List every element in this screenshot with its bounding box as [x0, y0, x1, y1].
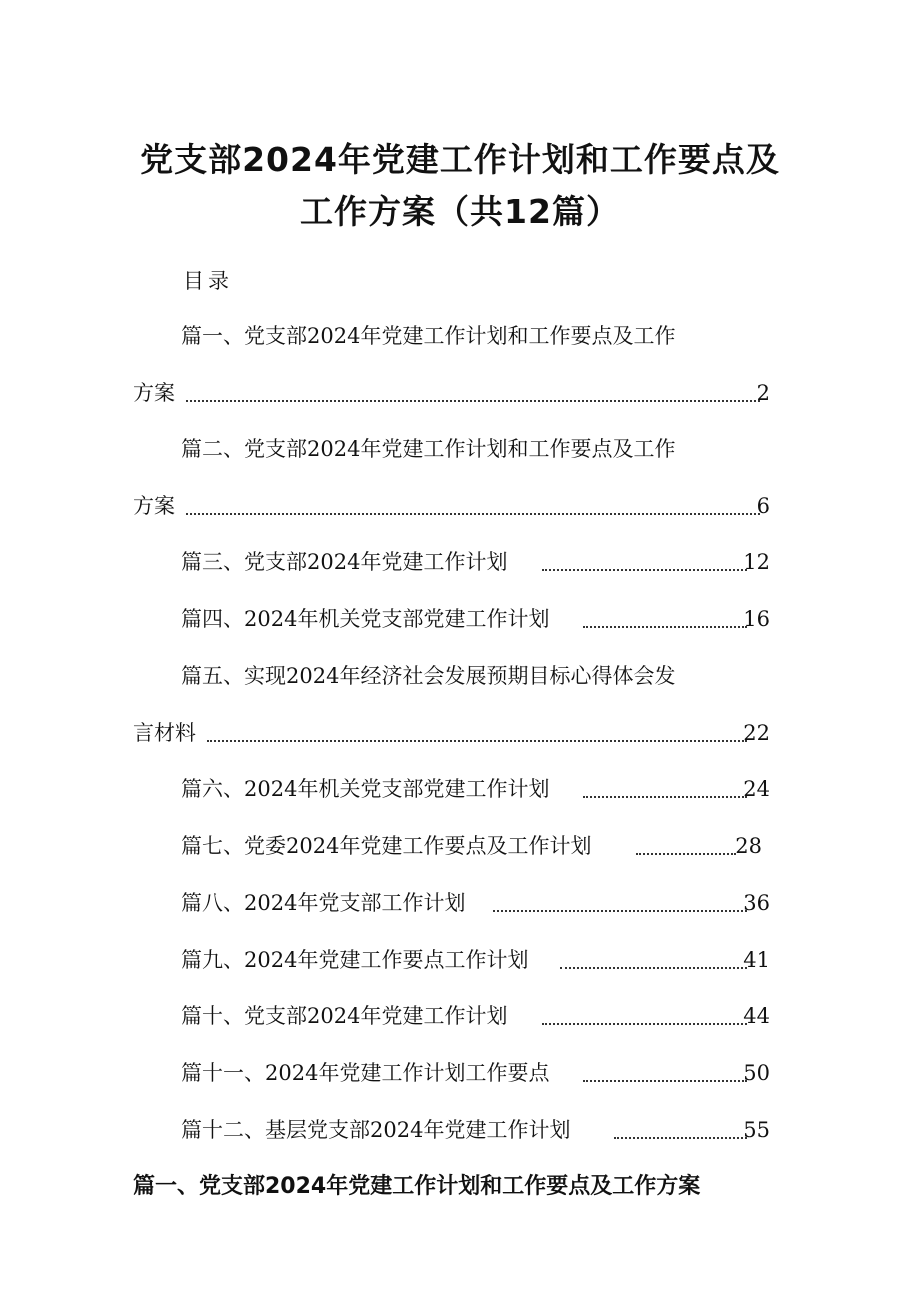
toc-entry-title: 篇一、党支部2024年党建工作计划和工作要点及工作 [181, 324, 676, 348]
toc-dot-leader [542, 547, 747, 571]
toc-entry-9[interactable] [0, 945, 920, 975]
toc-dot-leader [636, 831, 736, 855]
toc-dot-leader [583, 604, 747, 628]
toc-page-number: 36 [743, 891, 770, 915]
toc-page-number: 41 [743, 948, 770, 972]
toc-entry-1[interactable] [0, 321, 920, 351]
toc-entry-5[interactable] [0, 661, 920, 691]
toc-entry-title: 篇十一、2024年党建工作计划工作要点 [181, 1061, 550, 1085]
toc-page-number: 44 [743, 1004, 770, 1028]
toc-page-number: 16 [743, 607, 770, 631]
toc-entry-title: 篇八、2024年党支部工作计划 [181, 891, 466, 915]
toc-page-number: 50 [743, 1061, 770, 1085]
toc-entry-3[interactable] [0, 547, 920, 577]
toc-entry-title: 篇七、党委2024年党建工作要点及工作计划 [181, 834, 592, 858]
toc-entry-2-continued[interactable] [0, 491, 920, 521]
toc-dot-leader [560, 945, 747, 969]
toc-heading: 目录 [183, 269, 233, 293]
toc-entry-7[interactable] [0, 831, 920, 861]
toc-dot-leader [207, 718, 747, 742]
toc-page-number: 55 [743, 1118, 770, 1142]
toc-page-number: 2 [756, 381, 770, 405]
document-title-line-1: 党支部2024年党建工作计划和工作要点及 [140, 140, 780, 179]
toc-dot-leader [583, 1058, 747, 1082]
toc-entry-10[interactable] [0, 1001, 920, 1031]
toc-entry-title: 篇三、党支部2024年党建工作计划 [181, 550, 508, 574]
toc-page-number: 28 [735, 834, 762, 858]
toc-entry-12[interactable] [0, 1115, 920, 1145]
toc-dot-leader [186, 491, 760, 515]
toc-entry-4[interactable] [0, 604, 920, 634]
toc-entry-1-continued[interactable] [0, 378, 920, 408]
toc-entry-title: 篇十二、基层党支部2024年党建工作计划 [181, 1118, 571, 1142]
toc-dot-leader [583, 774, 747, 798]
toc-dot-leader [186, 378, 760, 402]
toc-entry-11[interactable] [0, 1058, 920, 1088]
toc-entry-2[interactable] [0, 434, 920, 464]
toc-entry-title-continued: 方案 [133, 381, 175, 405]
toc-page-number: 6 [756, 494, 770, 518]
toc-entry-title-continued: 言材料 [133, 721, 196, 745]
toc-page-number: 24 [743, 777, 770, 801]
document-title-line-2: 工作方案（共12篇） [300, 192, 620, 231]
toc-entry-8[interactable] [0, 888, 920, 918]
toc-dot-leader [542, 1001, 747, 1025]
toc-dot-leader [493, 888, 747, 912]
toc-page-number: 22 [743, 721, 770, 745]
toc-entry-title: 篇九、2024年党建工作要点工作计划 [181, 948, 529, 972]
toc-entry-title: 篇四、2024年机关党支部党建工作计划 [181, 607, 550, 631]
toc-entry-6[interactable] [0, 774, 920, 804]
toc-page-number: 12 [743, 550, 770, 574]
toc-entry-5-continued[interactable] [0, 718, 920, 748]
toc-dot-leader [614, 1115, 747, 1139]
toc-entry-title: 篇十、党支部2024年党建工作计划 [181, 1004, 508, 1028]
toc-entry-title: 篇五、实现2024年经济社会发展预期目标心得体会发 [181, 664, 676, 688]
section-heading: 篇一、党支部2024年党建工作计划和工作要点及工作方案 [133, 1174, 701, 1199]
toc-entry-title-continued: 方案 [133, 494, 175, 518]
toc-entry-title: 篇二、党支部2024年党建工作计划和工作要点及工作 [181, 437, 676, 461]
toc-entry-title: 篇六、2024年机关党支部党建工作计划 [181, 777, 550, 801]
